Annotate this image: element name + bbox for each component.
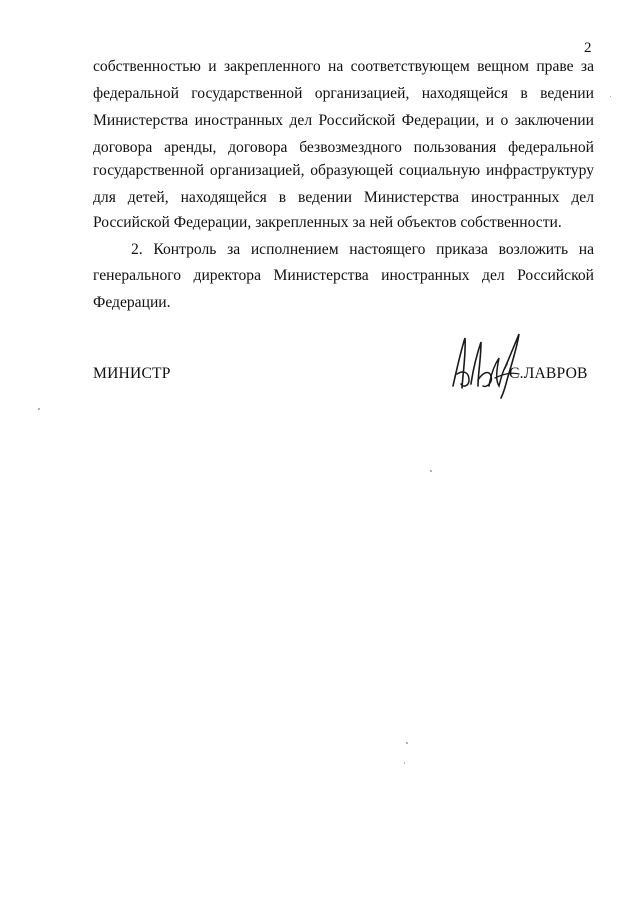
body-line: генерального директора Министерства иностранных дел Российской [93,267,594,284]
body-line: Министерства иностранных дел Российской Федерации, и о заключении [93,112,594,129]
body-line: Российской Федерации, закрепленных за ней объектов собственности. [93,214,562,231]
body-line: для детей, находящейся в ведении Министерства иностранных дел [93,189,594,206]
scan-speck [38,408,40,410]
body-line: государственной организацией, образующей социальную инфраструктуру [93,162,594,179]
body-line: Федерации. [93,294,171,311]
page-number: 2 [584,40,592,56]
signatory-position: МИНИСТР [93,365,171,382]
scan-speck [404,762,405,764]
body-line: договора аренды, договора безвозмездного пользования федеральной [93,139,594,156]
signer-name: С.ЛАВРОВ [509,365,588,382]
handwritten-signature-icon [447,328,527,400]
body-line: федеральной государственной организацией, находящейся в ведении [93,85,594,102]
body-line: собственностью и закрепленного на соответствующем вещном праве за [93,58,594,75]
scan-speck [406,742,408,744]
scan-speck [610,96,611,97]
scan-speck [430,470,432,472]
paragraph-2-first-line: 2. Контроль за исполнением настоящего приказа возложить на [131,241,594,258]
